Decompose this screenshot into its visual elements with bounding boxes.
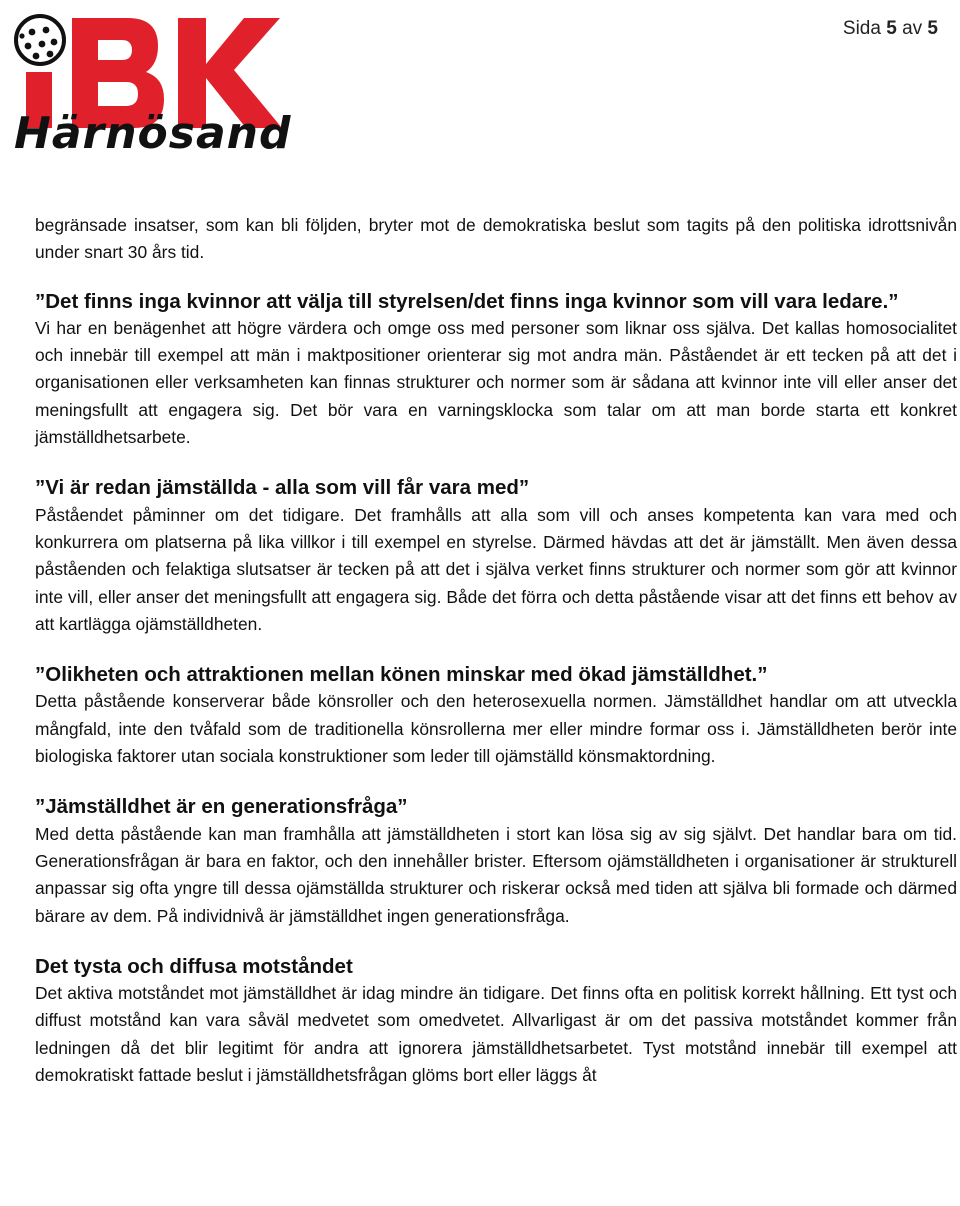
page-number [843, 18, 938, 40]
section-heading: ”Vi är redan jämställda - alla som vill får vara med” [35, 476, 530, 500]
page-total: 5 [927, 18, 938, 39]
floorball-icon [16, 16, 64, 64]
section-heading: ”Det finns inga kvinnor att välja till styrelsen/det finns inga kvinnor som vill vara ledare.” [35, 289, 899, 313]
section-paragraph: Med detta påstående kan man framhålla att jämställdheten i stort kan lösa sig av sig självt. Det handlar bara om tid. Generationsfrågan är bara en faktor, och den innehåller brister. Eftersom ojämställdheten i organisationer är strukturell anpassar sig ofta yngre till dessa ojämställda strukturer och riskerar också med tiden att själva bli formade och därmed bärare av dem. På individnivå är jämställdhet ingen generationsfråga. [35, 823, 957, 926]
svg-text:Härnösand: Härnösand [14, 108, 292, 156]
page-header [0, 0, 960, 180]
section-paragraph: Vi har en benägenhet att högre värdera och omge oss med personer som liknar oss själva. Det kallas homosocialitet och innebär till exempel att män i maktpositioner orienterar sig mot andra män. Påståendet är ett tecken på att det i organisationen eller verksamheten kan finnas strukturer och normer som är sådana att kvinnor inte vill eller anser det meningsfullt att engagera sig. Det bör vara en varningsklocka som talar om att man borde starta ett konkret jämställdhetsarbete. [35, 317, 957, 448]
page-label: Sida [842, 18, 881, 39]
section-heading: ”Olikheten och attraktionen mellan könen minskar med ökad jämställdhet.” [35, 663, 768, 687]
page-separator: av [902, 18, 923, 39]
intro-paragraph: begränsade insatser, som kan bli följden, bryter mot de demokratiska beslut som tagits på den politiska idrottsnivån under snart 30 års tid. [35, 215, 957, 263]
section-heading: ”Jämställdhet är en generationsfråga” [35, 795, 408, 819]
section-paragraph: Detta påstående konserverar både könsroller och den heterosexuella normen. Jämställdhet handlar om att utveckla mångfald, inte den tvåfald som de traditionella könsrollerna mer eller mindre formar oss i. Jämställdheten berör inte biologiska faktorer utan sociala konstruktioner som leder till ojämställd könsmaktordning. [35, 691, 957, 767]
document-body [35, 212, 957, 1089]
section-heading: Det tysta och diffusa motståndet [35, 954, 353, 978]
section-paragraph: Påståendet påminner om det tidigare. Det framhålls att alla som vill och anses kompetenta kan vara med och konkurrera om platserna på lika villkor i till exempel en styrelse. Därmed hävdas att det är jämställt. Men även dessa påståenden och felaktiga slutsatser är tecken på att det i själva verket finns strukturer och normer som gör att kvinnor inte vill, eller anser det meningsfullt att engagera sig. Både det förra och detta påstående visar att det finns ett behov av att kartlägga ojämställdheten. [35, 504, 957, 634]
section-paragraph: Det aktiva motståndet mot jämställdhet är idag mindre än tidigare. Det finns ofta en politisk korrekt hållning. Ett tyst och diffust motstånd kan vara såväl medvetet som omedvetet. Allvarligast är om det passiva motståndet kommer från ledningen då det blir legitimt för andra att ignorera jämställdhetsarbetet. Tyst motstånd innebär till exempel att demokratiskt fattade beslut i jämställdhetsfrågan glöms bort eller läggs åt [35, 983, 957, 1086]
ibk-harnosand-logo [6, 6, 318, 156]
page-current: 5 [886, 18, 897, 39]
